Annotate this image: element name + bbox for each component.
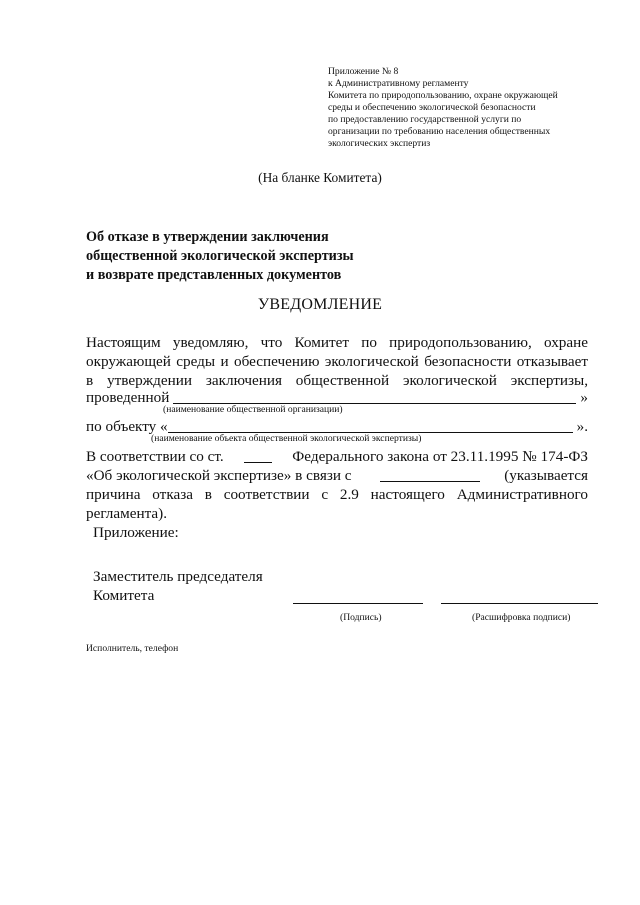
law-line-2-end: (указывается <box>504 467 588 484</box>
organization-caption: (наименование общественной организации) <box>163 404 343 415</box>
signatory-organization: Комитета <box>93 587 155 604</box>
signature-caption: (Подпись) <box>340 612 382 623</box>
organization-name-field[interactable] <box>173 390 576 404</box>
object-name-field[interactable] <box>168 419 573 433</box>
appendix-header <box>328 66 608 150</box>
subject-block <box>86 228 354 285</box>
law-line-1-start: В соответствии со ст. <box>86 448 224 465</box>
letterhead-note: (На бланке Комитета) <box>258 170 382 185</box>
conducted-label: проведенной <box>86 389 170 406</box>
conducted-quote-end: » <box>580 389 588 406</box>
law-line-2-start: «Об экологической экспертизе» в связи с <box>86 467 352 484</box>
signature-decoding-field[interactable] <box>441 602 598 604</box>
signatory-position: Заместитель председателя <box>93 568 263 585</box>
decoding-caption: (Расшифровка подписи) <box>472 612 571 623</box>
appendix-line: организации по требованию населения общественных <box>328 126 551 137</box>
appendix-line: Приложение № 8 <box>328 66 399 77</box>
law-line-4: регламента). <box>86 505 168 522</box>
subject-line: Об отказе в утверждении заключения <box>86 229 329 245</box>
attachment-label: Приложение: <box>93 524 179 541</box>
executor-phone-label: Исполнитель, телефон <box>86 643 179 654</box>
appendix-line: по предоставлению государственной услуги по <box>328 114 522 125</box>
body-line-1: Настоящим уведомляю, что Комитет по природопользованию, охране <box>86 334 588 351</box>
appendix-line: к Административному регламенту <box>328 78 469 89</box>
subject-line: и возврате представленных документов <box>86 267 342 283</box>
appendix-line: экологических экспертиз <box>328 138 431 149</box>
appendix-line: Комитета по природопользованию, охране окружающей <box>328 90 558 101</box>
body-line-3: в утверждении заключения общественной экологической экспертизы, <box>86 372 588 389</box>
subject-line: общественной экологической экспертизы <box>86 248 354 264</box>
law-line-1 <box>86 447 588 466</box>
document-heading: УВЕДОМЛЕНИЕ <box>257 296 383 313</box>
body-line-2: окружающей среды и обеспечению экологической безопасности отказывает <box>86 353 588 370</box>
signature-field[interactable] <box>293 602 423 604</box>
object-caption: (наименование объекта общественной экологической экспертизы) <box>151 433 422 444</box>
object-quote-end: ». <box>576 418 588 435</box>
article-number-field[interactable] <box>244 450 272 463</box>
law-line-3: причина отказа в соответствии с 2.9 настоящего Административного <box>86 486 588 503</box>
refusal-reason-field[interactable] <box>380 469 480 482</box>
appendix-line: среды и обеспечению экологической безопасности <box>328 102 536 113</box>
law-line-2 <box>86 466 588 485</box>
law-line-1-end: Федерального закона от 23.11.1995 № 174-ФЗ <box>292 448 588 465</box>
object-label: по объекту « <box>86 418 168 435</box>
